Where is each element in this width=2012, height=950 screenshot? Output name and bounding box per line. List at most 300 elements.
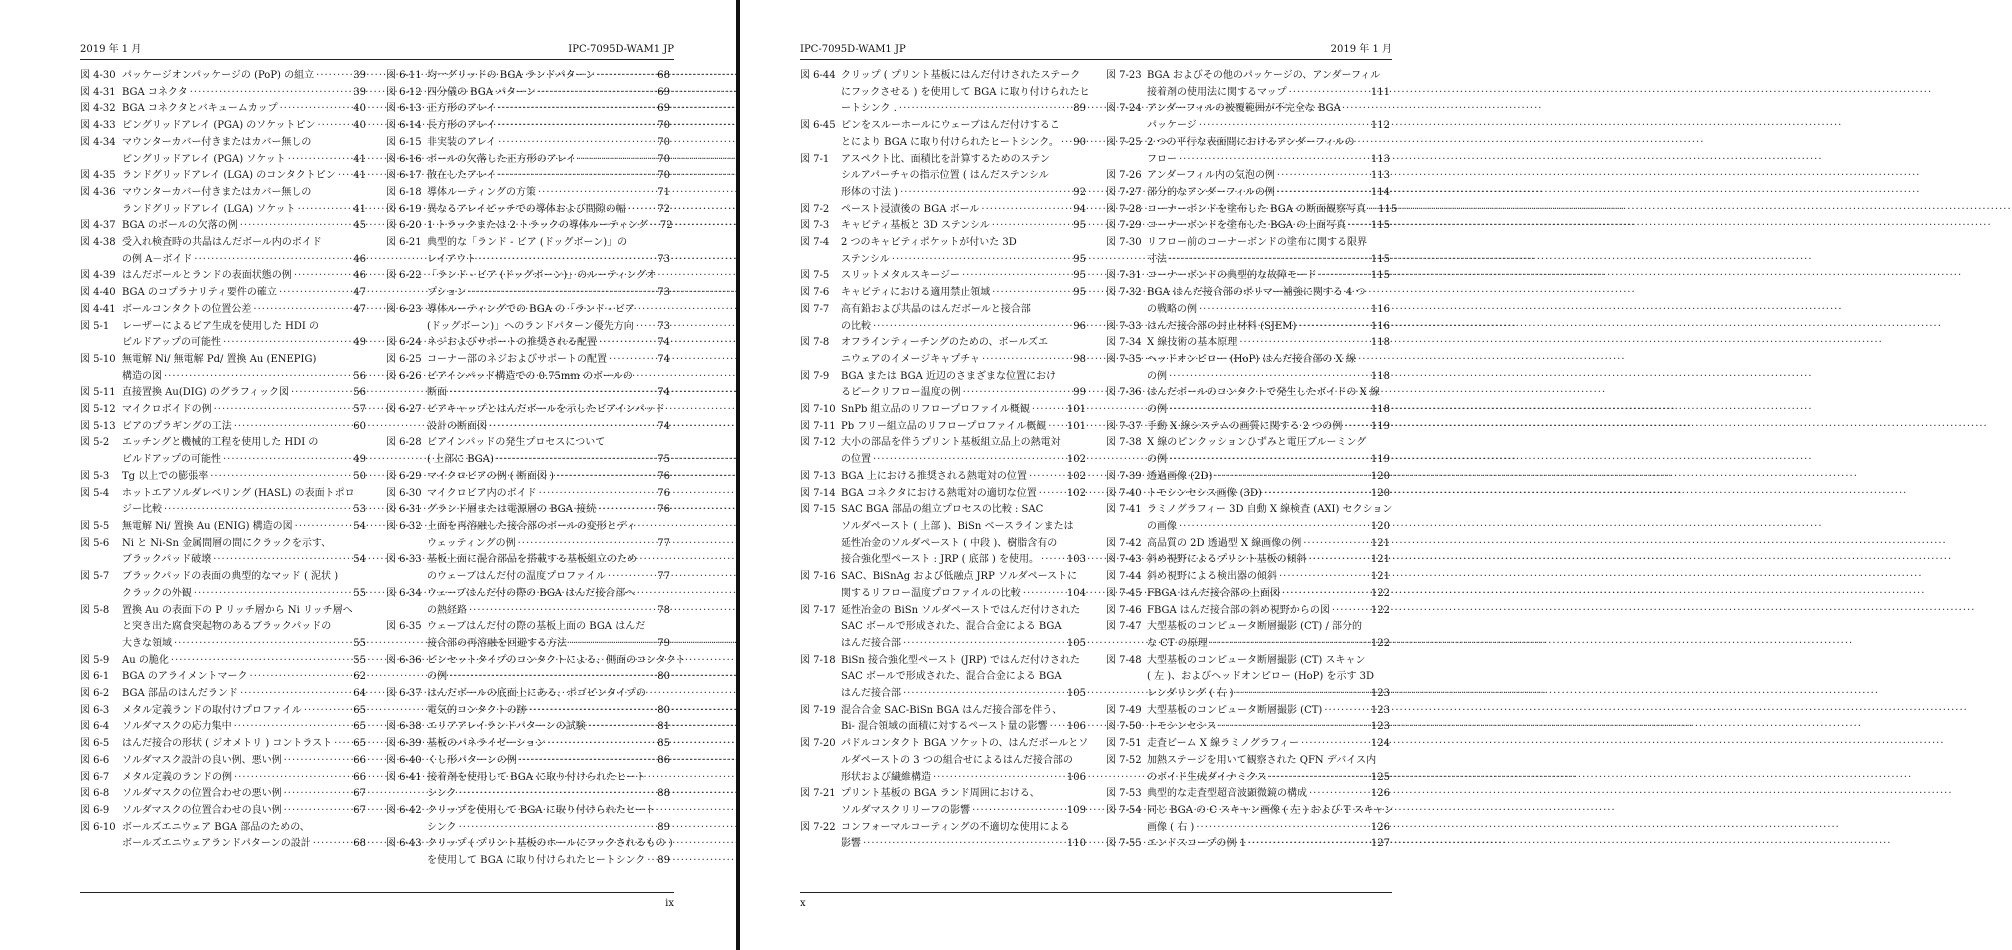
entry-line: [122, 185, 366, 202]
entry-line: [841, 753, 1086, 770]
page-ref: 54: [353, 520, 366, 532]
entry-body: [427, 168, 670, 185]
dot-leader: [459, 786, 656, 803]
footer-rule: [800, 892, 1392, 893]
figure-number: 図 7-17: [800, 604, 836, 616]
entry-body: [122, 653, 366, 670]
entry-line: [1147, 686, 1390, 703]
entry-line: [122, 770, 366, 787]
entry-body: [122, 435, 366, 468]
dot-leader: [892, 252, 1071, 269]
entry-line: [122, 753, 366, 770]
figure-title: はんだボールとランドの表面状態の例: [122, 270, 292, 282]
figure-title: 非実装のアレイ: [427, 136, 497, 148]
dot-leader: [1303, 536, 1369, 553]
entry-body: [122, 302, 366, 319]
entry-body: [1147, 736, 1390, 753]
dot-leader: [608, 569, 655, 586]
figure-number: 図 7-6: [800, 287, 830, 299]
figure-number: 図 6-45: [800, 120, 836, 132]
figure-title: ソルダペースト ( 上部 )、BiSn ベースラインまたは: [841, 520, 1074, 532]
figure-title: Pb フリー組立品のリフロープロファイル概観: [841, 420, 1047, 432]
page-ref: 113: [1370, 153, 1390, 165]
entry-line: [1147, 603, 1390, 620]
figure-title: 手動 X 線システムの画質に関する 2 つの例: [1147, 420, 1343, 432]
dot-leader: [194, 252, 351, 269]
toc-entry: [80, 85, 366, 102]
figure-number: 図 5-4: [80, 487, 110, 499]
entry-line: [122, 285, 366, 302]
dot-leader: [1309, 552, 1369, 569]
entry-body: [122, 736, 366, 753]
figure-title: 寸法: [1147, 253, 1167, 265]
page-ref: 46: [353, 270, 366, 282]
dot-leader: [873, 452, 1065, 469]
entry-line: [427, 586, 670, 603]
dot-leader: [636, 319, 655, 336]
figure-number: 図 7-52: [1106, 754, 1142, 766]
figure-title: 接着剤の使用法に関するマップ: [1147, 86, 1287, 98]
figure-number: 図 7-49: [1106, 704, 1142, 716]
entry-line: [841, 836, 1086, 853]
figure-title: 無電解 Ni/ 置換 Au (ENIG) 構造の図: [122, 520, 293, 532]
figure-number: 図 6-38: [386, 721, 422, 733]
toc-entry: [80, 185, 366, 218]
entry-body: [841, 820, 1086, 853]
entry-line: [427, 185, 670, 202]
entry-line: [122, 719, 366, 736]
toc-entry: [1106, 68, 1390, 101]
dot-leader: [650, 218, 658, 235]
page-ref: 68: [353, 838, 366, 850]
figure-title: ボールコンタクトの位置公差: [122, 303, 252, 315]
toc-entry: [1106, 536, 1390, 553]
figure-title: SAC BGA 部品の組立プロセスの比較 : SAC: [841, 504, 1044, 516]
header-rule: [800, 59, 1392, 60]
page-ref: 123: [1370, 688, 1390, 700]
figure-title: の例 A－ボイド: [122, 253, 193, 265]
entry-body: [427, 469, 670, 486]
toc-entry: [800, 469, 1086, 486]
page-ref: 70: [657, 136, 670, 148]
figure-title: 接着剤を使用して BGA に取り付けられたヒート: [427, 771, 646, 783]
entry-line: [122, 552, 366, 569]
entry-line: [427, 552, 670, 569]
entry-line: [841, 803, 1086, 820]
dot-leader: [280, 101, 352, 118]
entry-line: [1147, 586, 1390, 603]
page-ref: 73: [657, 253, 670, 265]
figure-number: 図 4-40: [80, 287, 116, 299]
entry-line: [427, 302, 670, 319]
page-ref: 122: [1370, 604, 1390, 616]
dot-leader: [903, 686, 1065, 703]
entry-line: [841, 636, 1086, 653]
figure-title: BGA または BGA 近辺のさまざまな位置におけ: [841, 370, 1057, 382]
entry-line: [122, 603, 366, 620]
entry-body: [1147, 469, 1390, 486]
entry-body: [841, 736, 1089, 786]
figure-number: 図 7-8: [800, 337, 830, 349]
toc-entry: [80, 268, 366, 285]
figure-number: 図 7-9: [800, 370, 830, 382]
page-ref: 112: [1370, 120, 1390, 132]
dot-leader: [164, 502, 351, 519]
page-ref: 105: [1066, 688, 1086, 700]
entry-line: [122, 202, 366, 219]
figure-title: の比較: [841, 320, 871, 332]
entry-line: [427, 369, 670, 386]
figure-title: の画像: [1147, 520, 1177, 532]
entry-line: [1147, 770, 1390, 787]
figure-number: 図 7-36: [1106, 387, 1142, 399]
entry-body: [841, 118, 1086, 151]
dot-leader: [539, 486, 656, 503]
entry-body: [841, 569, 1086, 602]
entry-line: [1147, 552, 1390, 569]
entry-line: [122, 352, 366, 369]
page-ref: 76: [657, 504, 670, 516]
entry-line: [1147, 486, 1390, 503]
dot-leader: [598, 502, 655, 519]
entry-line: [427, 636, 670, 653]
page-ref: 56: [353, 370, 366, 382]
entry-line: [427, 770, 670, 787]
entry-line: [427, 335, 670, 352]
figure-title: ビアキャップとはんだボールを示したビアインパッド: [427, 404, 665, 416]
figure-number: 図 6-23: [386, 303, 422, 315]
entry-line: [841, 452, 1086, 469]
toc-entry: [1106, 619, 1390, 652]
figure-number: 図 6-21: [386, 237, 422, 249]
toc-entry: [386, 118, 670, 135]
dot-leader: [981, 202, 1071, 219]
figure-number: 図 4-38: [80, 237, 116, 249]
figure-number: 図 7-14: [800, 487, 836, 499]
dot-leader: [1214, 469, 1369, 486]
page-ref: 118: [1370, 337, 1390, 349]
toc-entry: [80, 770, 366, 787]
figure-title: 2 つの平行な表面間におけるアンダーフィルの: [1147, 136, 1355, 148]
entry-line: [427, 85, 670, 102]
toc-entry: [386, 435, 670, 468]
figure-number: 図 6-33: [386, 554, 422, 566]
entry-line: [427, 252, 670, 269]
toc-entry: [386, 736, 670, 753]
entry-line: [427, 402, 670, 419]
entry-body: [427, 302, 670, 335]
dot-leader: [316, 68, 351, 85]
entry-line: [841, 302, 1086, 319]
toc-entry: [1106, 319, 1390, 336]
page-number: ix: [665, 898, 674, 909]
page-ref: 86: [657, 754, 670, 766]
toc-entry: [386, 552, 670, 585]
dot-leader: [903, 636, 1065, 653]
entry-line: [1147, 352, 1390, 369]
toc-entry: [1106, 385, 1390, 418]
entry-line: [122, 369, 366, 386]
figure-number: 図 7-28: [1106, 203, 1142, 215]
dot-leader: [1048, 419, 1065, 436]
toc-entry: [80, 753, 366, 770]
page-ref: 67: [353, 804, 366, 816]
figure-title: メタル定義ランドの取付けプロファイル: [122, 704, 302, 716]
page-ref: 116: [1370, 303, 1390, 315]
entry-body: [122, 753, 366, 770]
figure-title: コーナーボンドを塗布した BGA の上面写真: [1147, 220, 1347, 232]
page-ref: 41: [353, 170, 366, 182]
figure-number: 図 7-15: [800, 504, 836, 516]
dot-leader: [982, 352, 1071, 369]
figure-title: 基板のパネライゼーション: [427, 738, 546, 750]
entry-line: [841, 536, 1086, 553]
figure-title: 1 トラックまたは 2 トラックの導体ルーティング: [427, 220, 648, 232]
dot-leader: [498, 168, 655, 185]
figure-number: 図 7-22: [800, 821, 836, 833]
dot-leader: [298, 202, 352, 219]
figure-number: 図 6-24: [386, 337, 422, 349]
entry-line: [841, 719, 1086, 736]
page-ref: 75: [657, 454, 670, 466]
entry-line: [427, 853, 670, 870]
page-ref: 98: [1073, 353, 1086, 365]
entry-line: [122, 435, 366, 452]
figure-title: はんだ接合部: [841, 637, 901, 649]
entry-line: [841, 252, 1086, 269]
figure-number: 図 7-12: [800, 437, 836, 449]
entry-body: [427, 335, 670, 352]
entry-line: [1147, 803, 1394, 820]
entry-line: [1147, 786, 1390, 803]
entry-body: [122, 686, 366, 703]
toc-entry: [386, 402, 670, 435]
page-ref: 114: [1370, 186, 1390, 198]
entry-body: [841, 603, 1086, 653]
entry-line: [1147, 168, 1390, 185]
entry-line: [1147, 636, 1390, 653]
entry-body: [427, 486, 670, 503]
entry-line: [841, 569, 1086, 586]
header-doc-id: IPC-7095D-WAM1 JP: [568, 44, 674, 55]
page-ref: 70: [657, 153, 670, 165]
figure-number: 図 6-17: [386, 170, 422, 182]
entry-line: [122, 335, 366, 352]
entry-line: [122, 803, 366, 820]
entry-line: [1147, 402, 1390, 419]
page-ref: 66: [353, 754, 366, 766]
figure-number: 図 7-54: [1106, 804, 1142, 816]
figure-title: 同じ BGA の C スキャン画像 ( 左 ) および T スキャン: [1147, 804, 1394, 816]
page-ref: 94: [1073, 203, 1086, 215]
dot-leader: [171, 653, 351, 670]
page-ref: 67: [353, 788, 366, 800]
figure-title: ジー比較: [122, 504, 162, 516]
figure-number: 図 7-16: [800, 571, 836, 583]
entry-body: [841, 218, 1086, 235]
page-ref: 45: [353, 220, 366, 232]
entry-body: [841, 302, 1086, 335]
figure-number: 図 7-42: [1106, 537, 1142, 549]
toc-entry: [80, 402, 366, 419]
toc-entry: [386, 352, 670, 369]
page-ref: 60: [353, 420, 366, 432]
figure-title: ビアインパッドの発生プロセスについて: [427, 437, 606, 449]
entry-line: [122, 218, 366, 235]
page-ref: 56: [353, 387, 366, 399]
dot-leader: [1298, 319, 1369, 336]
page-ref: 70: [657, 170, 670, 182]
figure-title: 形体の寸法 ): [841, 186, 899, 198]
page-ref: 113: [1370, 170, 1390, 182]
figure-title: BGA 部品のはんだランド: [122, 688, 238, 700]
entry-body: [1147, 586, 1390, 603]
entry-body: [122, 285, 366, 302]
figure-title: マイクロボイドの例: [122, 404, 212, 416]
entry-line: [841, 786, 1086, 803]
dot-leader: [284, 753, 352, 770]
toc-entry: [800, 653, 1086, 703]
page-ref: 41: [353, 153, 366, 165]
entry-line: [1147, 452, 1390, 469]
entry-line: [841, 202, 1086, 219]
toc-entry: [800, 235, 1086, 268]
entry-body: [1147, 753, 1390, 786]
page-ref: 71: [657, 186, 670, 198]
figure-number: 図 7-3: [800, 220, 830, 232]
dot-leader: [498, 118, 655, 135]
page-ref: 95: [1073, 270, 1086, 282]
entry-line: [122, 385, 366, 402]
figure-title: トモシンセシス: [1147, 721, 1217, 733]
figure-title: はんだ接合部の封止材料 (SJEM): [1147, 320, 1297, 332]
dot-leader: [469, 603, 655, 620]
figure-title: パッケージ: [1147, 120, 1197, 132]
dot-leader: [628, 202, 656, 219]
figure-title: プリント基板の BGA ランド周囲における、: [841, 788, 1040, 800]
page-ref: 95: [1073, 287, 1086, 299]
toc-entry: [1106, 135, 1390, 168]
entry-line: [427, 118, 670, 135]
figure-number: 図 6-4: [80, 721, 110, 733]
entry-line: [1147, 703, 1390, 720]
figure-title: ソルダマスクリリーフの影響: [841, 804, 971, 816]
figure-number: 図 6-40: [386, 754, 422, 766]
toc-entry: [80, 653, 366, 670]
entry-line: [427, 519, 670, 536]
entry-line: [1147, 268, 1390, 285]
figure-title: マイクロビア内のボイド: [427, 487, 537, 499]
figure-title: 大小の部品を伴うプリント基板組立品上の熱電対: [841, 437, 1061, 449]
entry-line: [427, 536, 670, 553]
entry-body: [427, 586, 670, 619]
figure-title: クリップ ( プリント基板にはんだ付けされたステーク: [841, 70, 1081, 81]
figure-title: のボイド生成ダイナミクス: [1147, 771, 1267, 783]
figure-title: ボールズエニウェア BGA 部品のための、: [122, 821, 310, 833]
figure-title: ウェーブはんだ付の際の BGA はんだ接合部へ: [427, 587, 636, 599]
dot-leader: [1279, 569, 1369, 586]
figure-title: の例: [1147, 454, 1167, 466]
figure-number: 図 7-10: [800, 404, 836, 416]
figure-number: 図 7-51: [1106, 738, 1142, 750]
entry-body: [841, 335, 1086, 368]
entry-line: [841, 135, 1086, 152]
entry-line: [427, 385, 670, 402]
page-ref: 81: [657, 721, 670, 733]
toc-entry: [1106, 703, 1390, 720]
entry-line: [841, 152, 1086, 169]
figure-title: 電気的コンタクトの跡: [427, 704, 527, 716]
toc-entry: [1106, 803, 1394, 836]
entry-body: [122, 519, 366, 536]
figure-number: 図 6-44: [800, 70, 836, 81]
toc-entry: [1106, 753, 1390, 786]
dot-leader: [609, 352, 655, 369]
figure-number: 図 6-28: [386, 437, 422, 449]
figure-title: 四分儀の BGA パターン: [427, 86, 536, 98]
entry-body: [841, 469, 1086, 486]
entry-line: [122, 168, 366, 185]
page-ref: 39: [353, 70, 366, 81]
page-ref: 96: [1073, 320, 1086, 332]
entry-line: [841, 218, 1086, 235]
entry-line: [841, 435, 1086, 452]
entry-body: [427, 619, 670, 652]
entry-body: [1147, 552, 1390, 569]
toc-entry: [386, 770, 670, 803]
figure-title: 大きな領域: [122, 637, 172, 649]
figure-title: 走査ビーム X 線ラミノグラフィー: [1147, 738, 1299, 750]
dot-leader: [194, 586, 351, 603]
figure-title: BGA およびその他のパッケージの、アンダーフィル: [1147, 70, 1381, 81]
figure-title: BGA はんだ接合部のポリマー補強に関する 4 つ: [1147, 287, 1366, 299]
toc-entry: [386, 586, 670, 619]
entry-line: [1147, 152, 1390, 169]
figure-number: 図 6-11: [386, 70, 422, 81]
toc-entry: [800, 486, 1086, 503]
dot-leader: [284, 803, 352, 820]
toc-entry: [386, 268, 670, 301]
entry-body: [1147, 536, 1390, 553]
entry-line: [841, 101, 1086, 118]
figure-number: 図 6-16: [386, 153, 422, 165]
figure-title: ビアのプラギングの工法: [122, 420, 232, 432]
figure-title: 設計の断面図: [427, 420, 487, 432]
entry-body: [841, 152, 1086, 202]
entry-body: [1147, 218, 1390, 235]
entry-body: [841, 268, 1086, 285]
toc-entry: [80, 135, 366, 168]
dot-leader: [992, 218, 1072, 235]
dot-leader: [972, 803, 1065, 820]
figure-title: Au の脆化: [122, 654, 169, 666]
entry-body: [427, 369, 670, 402]
entry-body: [841, 486, 1086, 503]
toc-entry: [800, 820, 1086, 853]
toc-entry: [80, 786, 366, 803]
toc-entry: [80, 235, 366, 268]
entry-body: [122, 385, 366, 402]
figure-title: 関するリフロー温度プロファイルの比較: [841, 587, 1021, 599]
dot-leader: [459, 820, 656, 837]
entry-line: [122, 452, 366, 469]
figure-number: 図 5-1: [80, 320, 110, 332]
figure-title: BiSn 接合強化型ペースト (JRP) ではんだ付けされた: [841, 654, 1080, 666]
figure-title: 置換 Au の表面下の P リッチ層から Ni リッチ層へ: [122, 604, 353, 616]
toc-entry: [1106, 469, 1390, 486]
entry-body: [427, 653, 686, 686]
entry-line: [1147, 719, 1390, 736]
